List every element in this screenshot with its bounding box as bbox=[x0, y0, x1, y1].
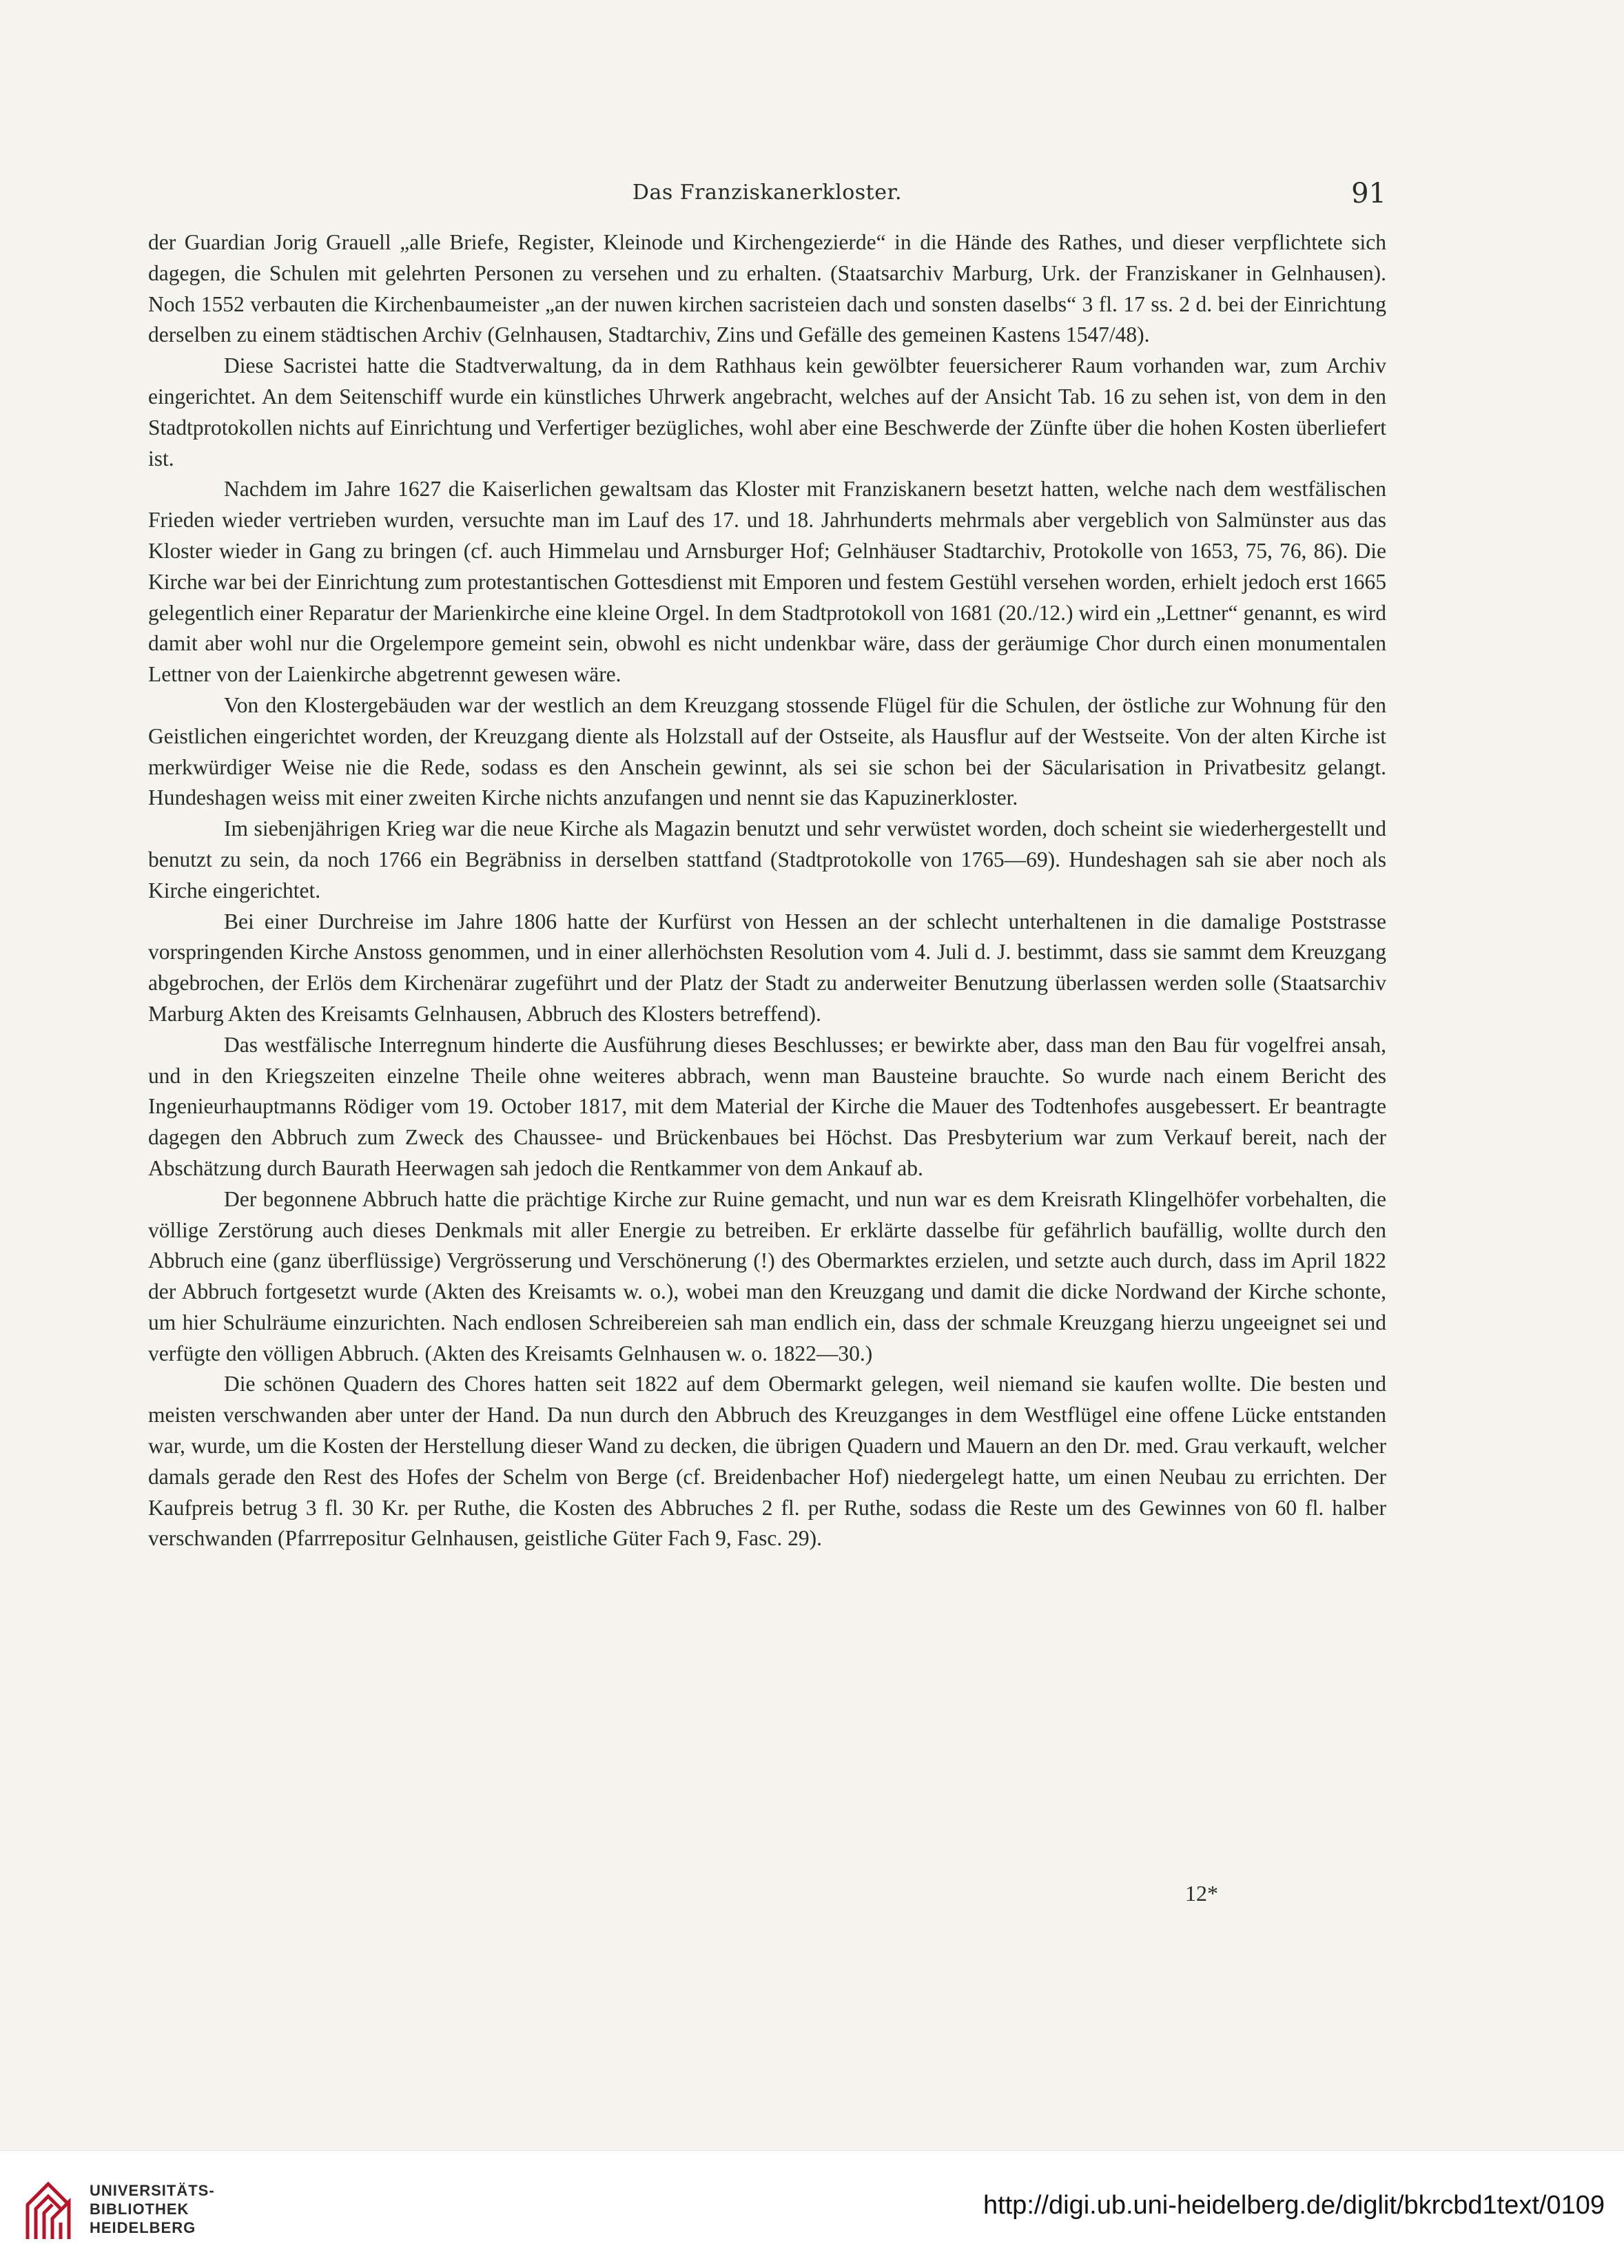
paragraph-5: Im siebenjährigen Krieg war die neue Kirche als Magazin benutzt und sehr verwüstet worden, doch scheint sie wiederhergestellt und benutzt zu sein, da noch 1766 ein Begräbniss in derselben stattfand (Stadtprotokolle von 1765—69). Hundeshagen sah sie aber noch als Kirche eingerichtet. bbox=[148, 816, 1386, 903]
signature-mark: 12* bbox=[1185, 1881, 1218, 1906]
footer-bar bbox=[0, 2150, 1624, 2268]
logo-line-3: HEIDELBERG bbox=[90, 2219, 196, 2236]
paragraph-1: der Guardian Jorig Grauell „alle Briefe, Register, Kleinode und Kirchengezierde“ in die Hände des Rathes, und dieser verpflichtete sich dagegen, die Schulen mit gelehrten Personen zu versehen und zu erhalten. (Staatsarchiv Marburg, Urk. der Franziskaner in Gelnhausen). Noch 1552 verbauten die Kirchenbaumeister „an der nuwen kirchen sacristeien dach und sonsten daselbs“ 3 fl. 17 ss. 2 d. bei der Einrichtung derselben zu einem städtischen Archiv (Gelnhausen, Stadtarchiv, Zins und Gefälle des gemeinen Kastens 1547/48). bbox=[148, 230, 1386, 347]
logo-line-1: UNIVERSITÄTS- bbox=[90, 2182, 215, 2199]
paragraph-9: Die schönen Quadern des Chores hatten seit 1822 auf dem Obermarkt gelegen, weil niemand sie kaufen wollte. Die besten und meisten verschwanden aber unter der Hand. Da nun durch den Abbruch des Kreuzganges in dem Westflügel eine offene Lücke entstanden war, wurde, um die Kosten der Herstellung dieser Wand zu decken, die übrigen Quadern und Mauern an den Dr. med. Grau verkauft, welcher damals gerade den Rest des Hofes der Schelm von Berge (cf. Breidenbacher Hof) niedergelegt hatte, um einen Neubau zu errichten. Der Kaufpreis betrug 3 fl. 30 Kr. per Ruthe, die Kosten des Abbruches 2 fl. per Ruthe, sodass die Reste um des Gewinnes von 60 fl. halber verschwanden (Pfarrrepositur Gelnhausen, geistliche Güter Fach 9, Fasc. 29). bbox=[148, 1372, 1386, 1551]
paragraph-7: Das westfälische Interregnum hinderte die Ausführung dieses Beschlusses; er bewirkte aber, dass man den Bau für vogelfrei ansah, und in den Kriegszeiten einzelne Theile ohne weiteres abbrach, wenn man Bausteine brauchte. So wurde nach einem Bericht des Ingenieurhauptmanns Rödiger vom 19. October 1817, mit dem Material der Kirche die Mauer des Todtenhofes ausgebessert. Er beantragte dagegen den Abbruch zum Zweck des Chaussee- und Brückenbaues bei Höchst. Das Presbyterium war zum Verkauf bereit, nach der Abschätzung durch Baurath Heerwagen sah jedoch die Rentkammer von dem Ankauf ab. bbox=[148, 1032, 1386, 1180]
library-logo[interactable] bbox=[21, 2172, 227, 2247]
source-url-link[interactable]: http://digi.ub.uni-heidelberg.de/diglit/bkrcbd1text/0109 bbox=[983, 2191, 1605, 2220]
logo-line-2: BIBLIOTHEK bbox=[90, 2200, 189, 2218]
page-number: 91 bbox=[1351, 178, 1386, 209]
page-header bbox=[148, 178, 1386, 215]
paragraph-3: Nachdem im Jahre 1627 die Kaiserlichen gewaltsam das Kloster mit Franziskanern besetzt hatten, welche nach dem westfälischen Frieden wieder vertrieben wurden, versuchte man im Lauf des 17. und 18. Jahrhunderts mehrmals aber vergeblich von Salmünster aus das Kloster wieder in Gang zu bringen (cf. auch Himmelau und Arnsburger Hof; Gelnhäuser Stadtarchiv, Protokolle von 1653, 75, 76, 86). Die Kirche war bei der Einrichtung zum protestantischen Gottesdienst mit Emporen und festem Gestühl versehen worden, erhielt jedoch erst 1665 gelegentlich einer Reparatur der Marienkirche eine kleine Orgel. In dem Stadtprotokoll von 1681 (20./12.) wird ein „Lettner“ genannt, es wird damit aber wohl nur die Orgelempore gemeint sein, obwohl es nicht undenkbar wäre, dass der geräumige Chor durch einen monumentalen Lettner von der Laienkirche abgetrennt gewesen wäre. bbox=[148, 477, 1386, 687]
library-emblem-icon bbox=[21, 2177, 76, 2243]
running-title: Das Franziskanerkloster. bbox=[632, 181, 903, 205]
paragraph-8: Der begonnene Abbruch hatte die prächtige Kirche zur Ruine gemacht, und nun war es dem Kreisrath Klingelhöfer vorbehalten, die völlige Zerstörung auch dieses Denkmals mit aller Energie zu betreiben. Er erklärte dasselbe für gefährlich baufällig, wollte durch den Abbruch eine (ganz überflüssige) Vergrösserung und Verschönerung (!) des Obermarktes erzielen, und setzte auch durch, dass im April 1822 der Abbruch fortgesetzt wurde (Akten des Kreisamts w. o.), wobei man den Kreuzgang und damit die dicke Nordwand der Kirche schonte, um hier Schulräume einzurichten. Nach endlosen Schreibereien sah man endlich ein, dass der schmale Kreuzgang hierzu ungeeignet sei und verfügte den völligen Abbruch. (Akten des Kreisamts Gelnhausen w. o. 1822—30.) bbox=[148, 1186, 1386, 1365]
paragraph-6: Bei einer Durchreise im Jahre 1806 hatte der Kurfürst von Hessen an der schlecht unterhaltenen in die damalige Poststrasse vorspringenden Kirche Anstoss genommen, und in einer allerhöchsten Resolution vom 4. Juli d. J. bestimmt, dass sie sammt dem Kreuzgang abgebrochen, der Erlös dem Kirchenärar zugeführt und der Platz der Stadt zu anderweiter Benutzung überlassen werden solle (Staatsarchiv Marburg Akten des Kreisamts Gelnhausen, Abbruch des Klosters betreffend). bbox=[148, 909, 1386, 1026]
body-text bbox=[148, 227, 1386, 1554]
paragraph-2: Diese Sacristei hatte die Stadtverwaltung, da in dem Rathhaus kein gewölbter feuersicherer Raum vorhanden war, zum Archiv eingerichtet. An dem Seitenschiff wurde ein künstliches Uhrwerk angebracht, welches auf der Ansicht Tab. 16 zu sehen ist, von dem in den Stadtprotokollen nichts auf Einrichtung und Verfertiger bezügliches, wohl aber eine Beschwerde der Zünfte über die hohen Kosten überliefert ist. bbox=[148, 353, 1386, 471]
library-logo-text bbox=[90, 2181, 215, 2237]
paragraph-4: Von den Klostergebäuden war der westlich an dem Kreuzgang stossende Flügel für die Schulen, der östliche zur Wohnung für den Geistlichen eingerichtet worden, der Kreuzgang diente als Holzstall auf der Ostseite, als Hausflur auf der Westseite. Von der alten Kirche ist merkwürdiger Weise nie die Rede, sodass es den Anschein gewinnt, als sei sie schon bei der Säcularisation in Privatbesitz gelangt. Hundeshagen weiss mit einer zweiten Kirche nichts anzufangen und nennt sie das Kapuzinerkloster. bbox=[148, 692, 1386, 810]
